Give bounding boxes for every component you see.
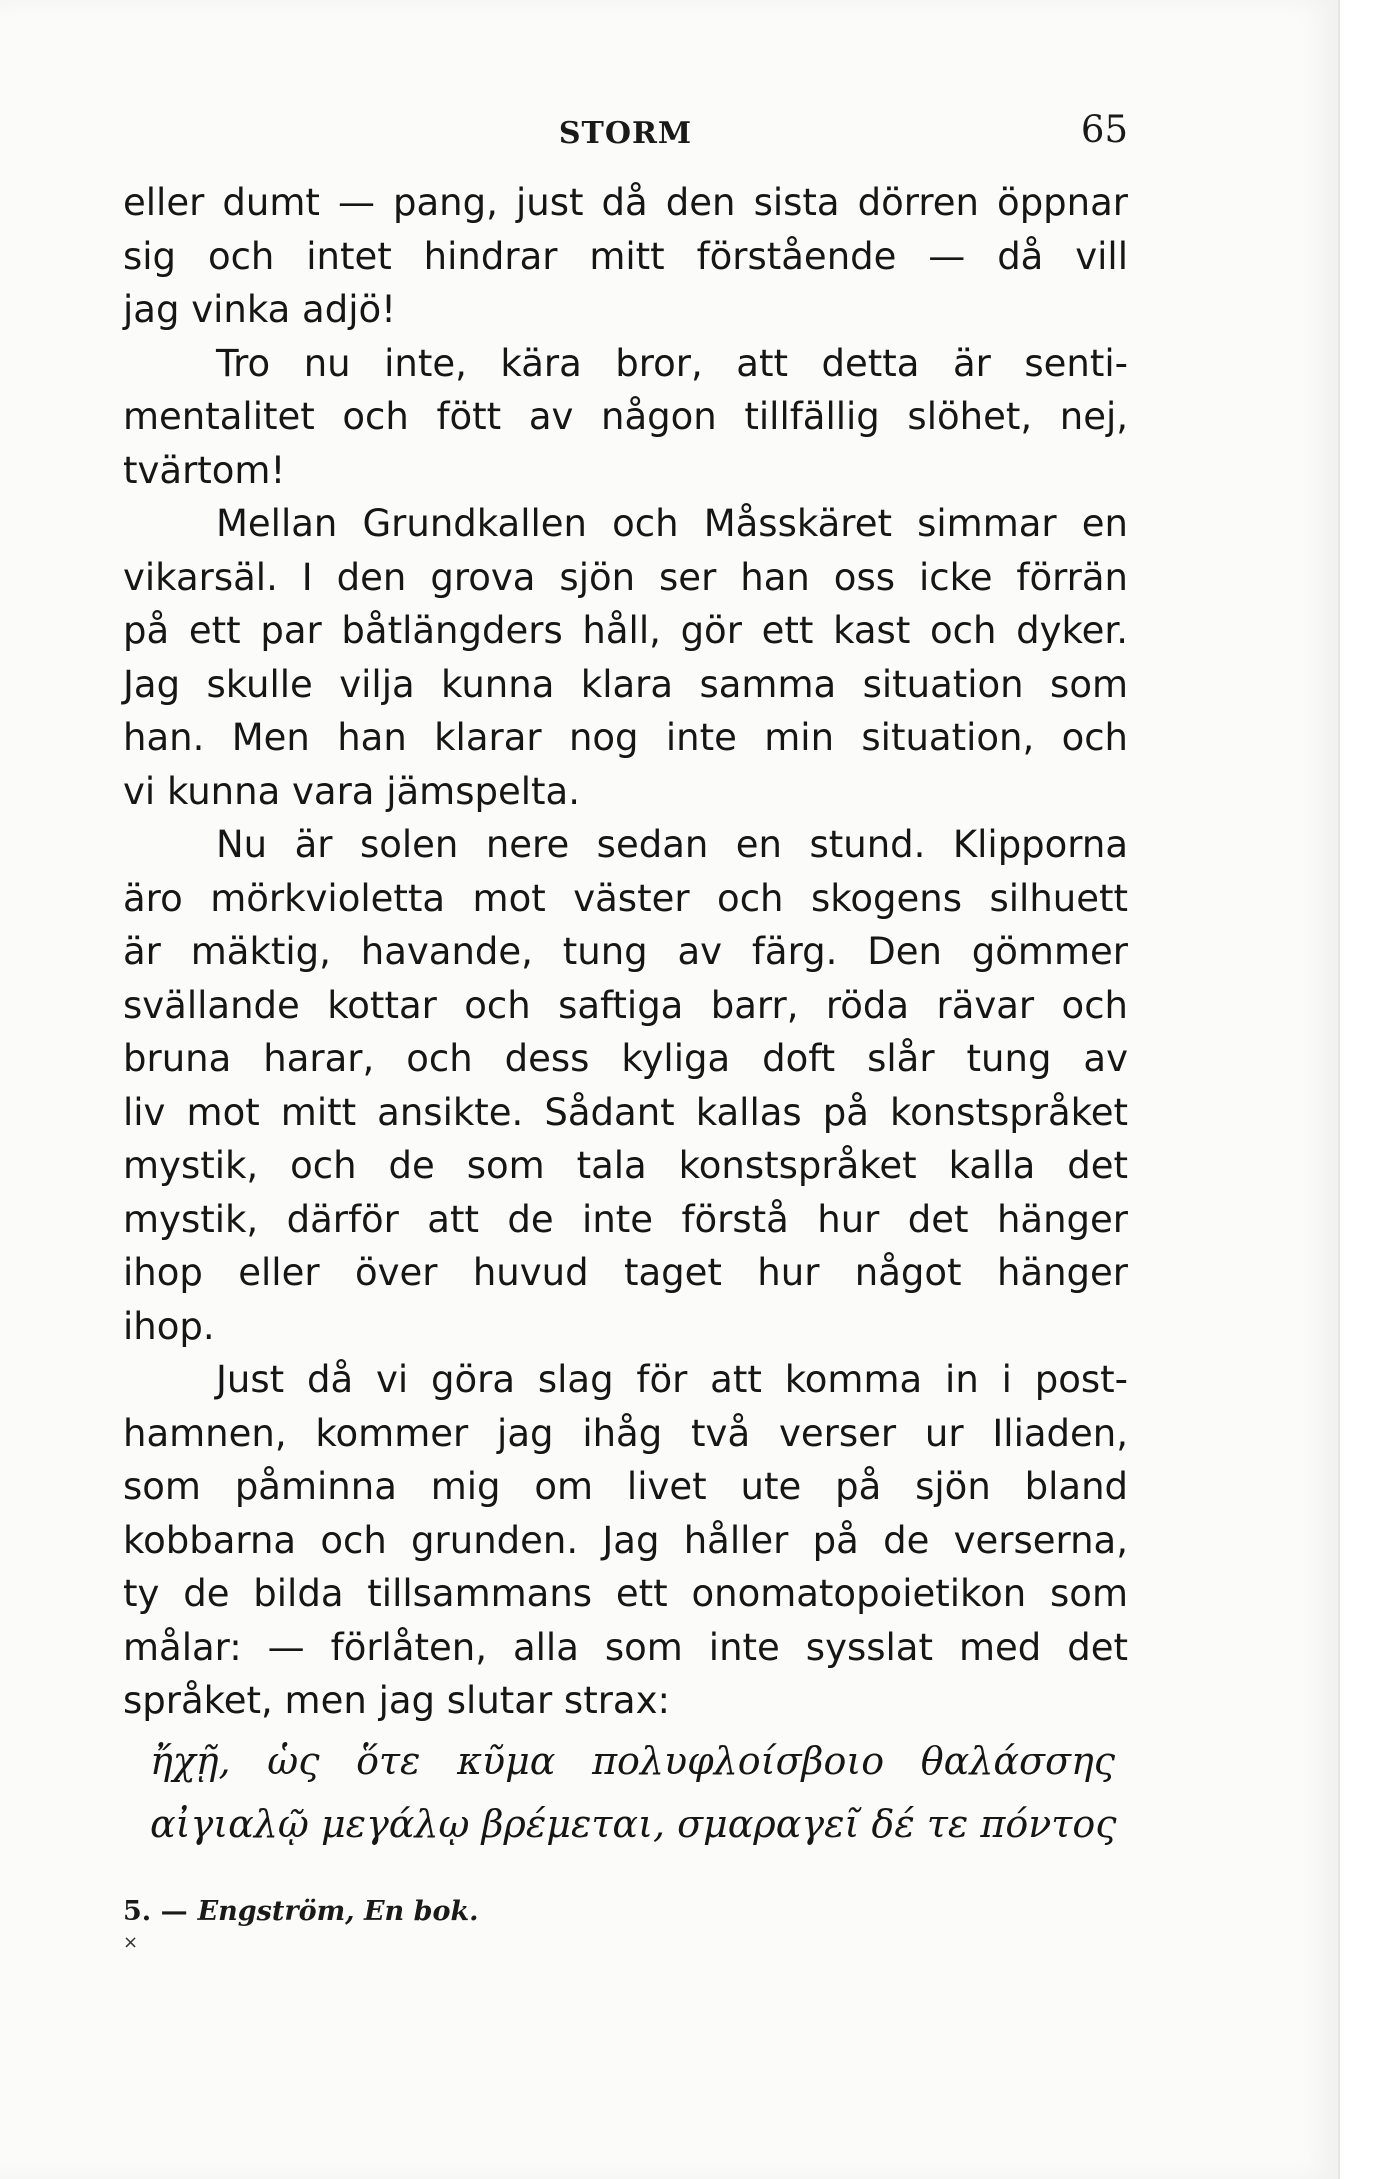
page-number: 65: [1080, 108, 1128, 151]
text-line: hamnen, kommer jag ihåg två verser ur Iliaden,: [123, 1411, 1128, 1455]
text-line: tvärtom!: [123, 448, 286, 492]
greek-verse-1: ἤχῇ, ὡς ὅτε κῦμα πολυφλοίσβοιο θαλάσσης: [150, 1739, 1115, 1783]
text-line: Tro nu inte, kära bror, att detta är senti-: [216, 341, 1128, 385]
text-line: Mellan Grundkallen och Måsskäret simmar en: [216, 502, 1128, 545]
text-line: vikarsäl. I den grova sjön ser han oss icke förrän: [123, 555, 1128, 599]
text-line: mystik, därför att de inte förstå hur det hänger: [123, 1197, 1128, 1241]
text-line: Nu är solen nere sedan en stund. Klipporna: [216, 823, 1128, 866]
running-head: STORM: [558, 116, 693, 151]
text-line: målar: — förlåten, alla som inte sysslat med det: [123, 1625, 1128, 1669]
greek-quotation: [150, 1730, 1115, 1856]
text-line: svällande kottar och saftiga barr, röda rävar och: [123, 983, 1128, 1027]
text-line: vi kunna vara jämspelta.: [123, 769, 580, 813]
text-line: som påminna mig om livet ute på sjön bland: [123, 1465, 1128, 1508]
text-line: jag vinka adjö!: [123, 288, 396, 331]
text-line: liv mot mitt ansikte. Sådant kallas på konstspråket: [123, 1090, 1128, 1134]
text-line: mystik, och de som tala konstspråket kalla det: [123, 1144, 1128, 1187]
text-line: ihop.: [123, 1304, 215, 1348]
source-title: Engström, En bok.: [197, 1896, 479, 1927]
footer-cross-mark: ×: [123, 1932, 139, 1953]
text-line: språket, men jag slutar strax:: [123, 1679, 670, 1722]
text-line: sig och intet hindrar mitt förstående — då vill: [123, 234, 1128, 278]
text-line: är mäktig, havande, tung av färg. Den gömmer: [123, 930, 1128, 973]
greek-verse-2: αἰγιαλῷ μεγάλῳ βρέμεται, σμαραγεῖ δέ τε πόντος: [150, 1802, 1117, 1846]
text-line: bruna harar, och dess kyliga doft slår tung av: [123, 1037, 1128, 1080]
signature-mark: 5. —: [123, 1896, 188, 1927]
body-text: [123, 176, 1128, 1728]
page-footer: [123, 1896, 479, 1927]
text-line: Jag skulle vilja kunna klara samma situation som: [123, 662, 1128, 706]
text-line: äro mörkvioletta mot väster och skogens silhuett: [123, 876, 1128, 920]
page-header: [123, 108, 1128, 158]
text-line: kobbarna och grunden. Jag håller på de verserna,: [123, 1518, 1128, 1562]
text-line: eller dumt — pang, just då den sista dörren öppnar: [123, 181, 1128, 224]
text-line: ty de bilda tillsammans ett onomatopoietikon som: [123, 1572, 1128, 1615]
text-line: ihop eller över huvud taget hur något hänger: [123, 1251, 1128, 1294]
text-line: på ett par båtlängders håll, gör ett kast och dyker.: [123, 609, 1128, 652]
text-line: mentalitet och fött av någon tillfällig slöhet, nej,: [123, 395, 1128, 438]
text-line: Just då vi göra slag för att komma in i post-: [216, 1358, 1128, 1401]
text-line: han. Men han klarar nog inte min situation, och: [123, 716, 1128, 759]
